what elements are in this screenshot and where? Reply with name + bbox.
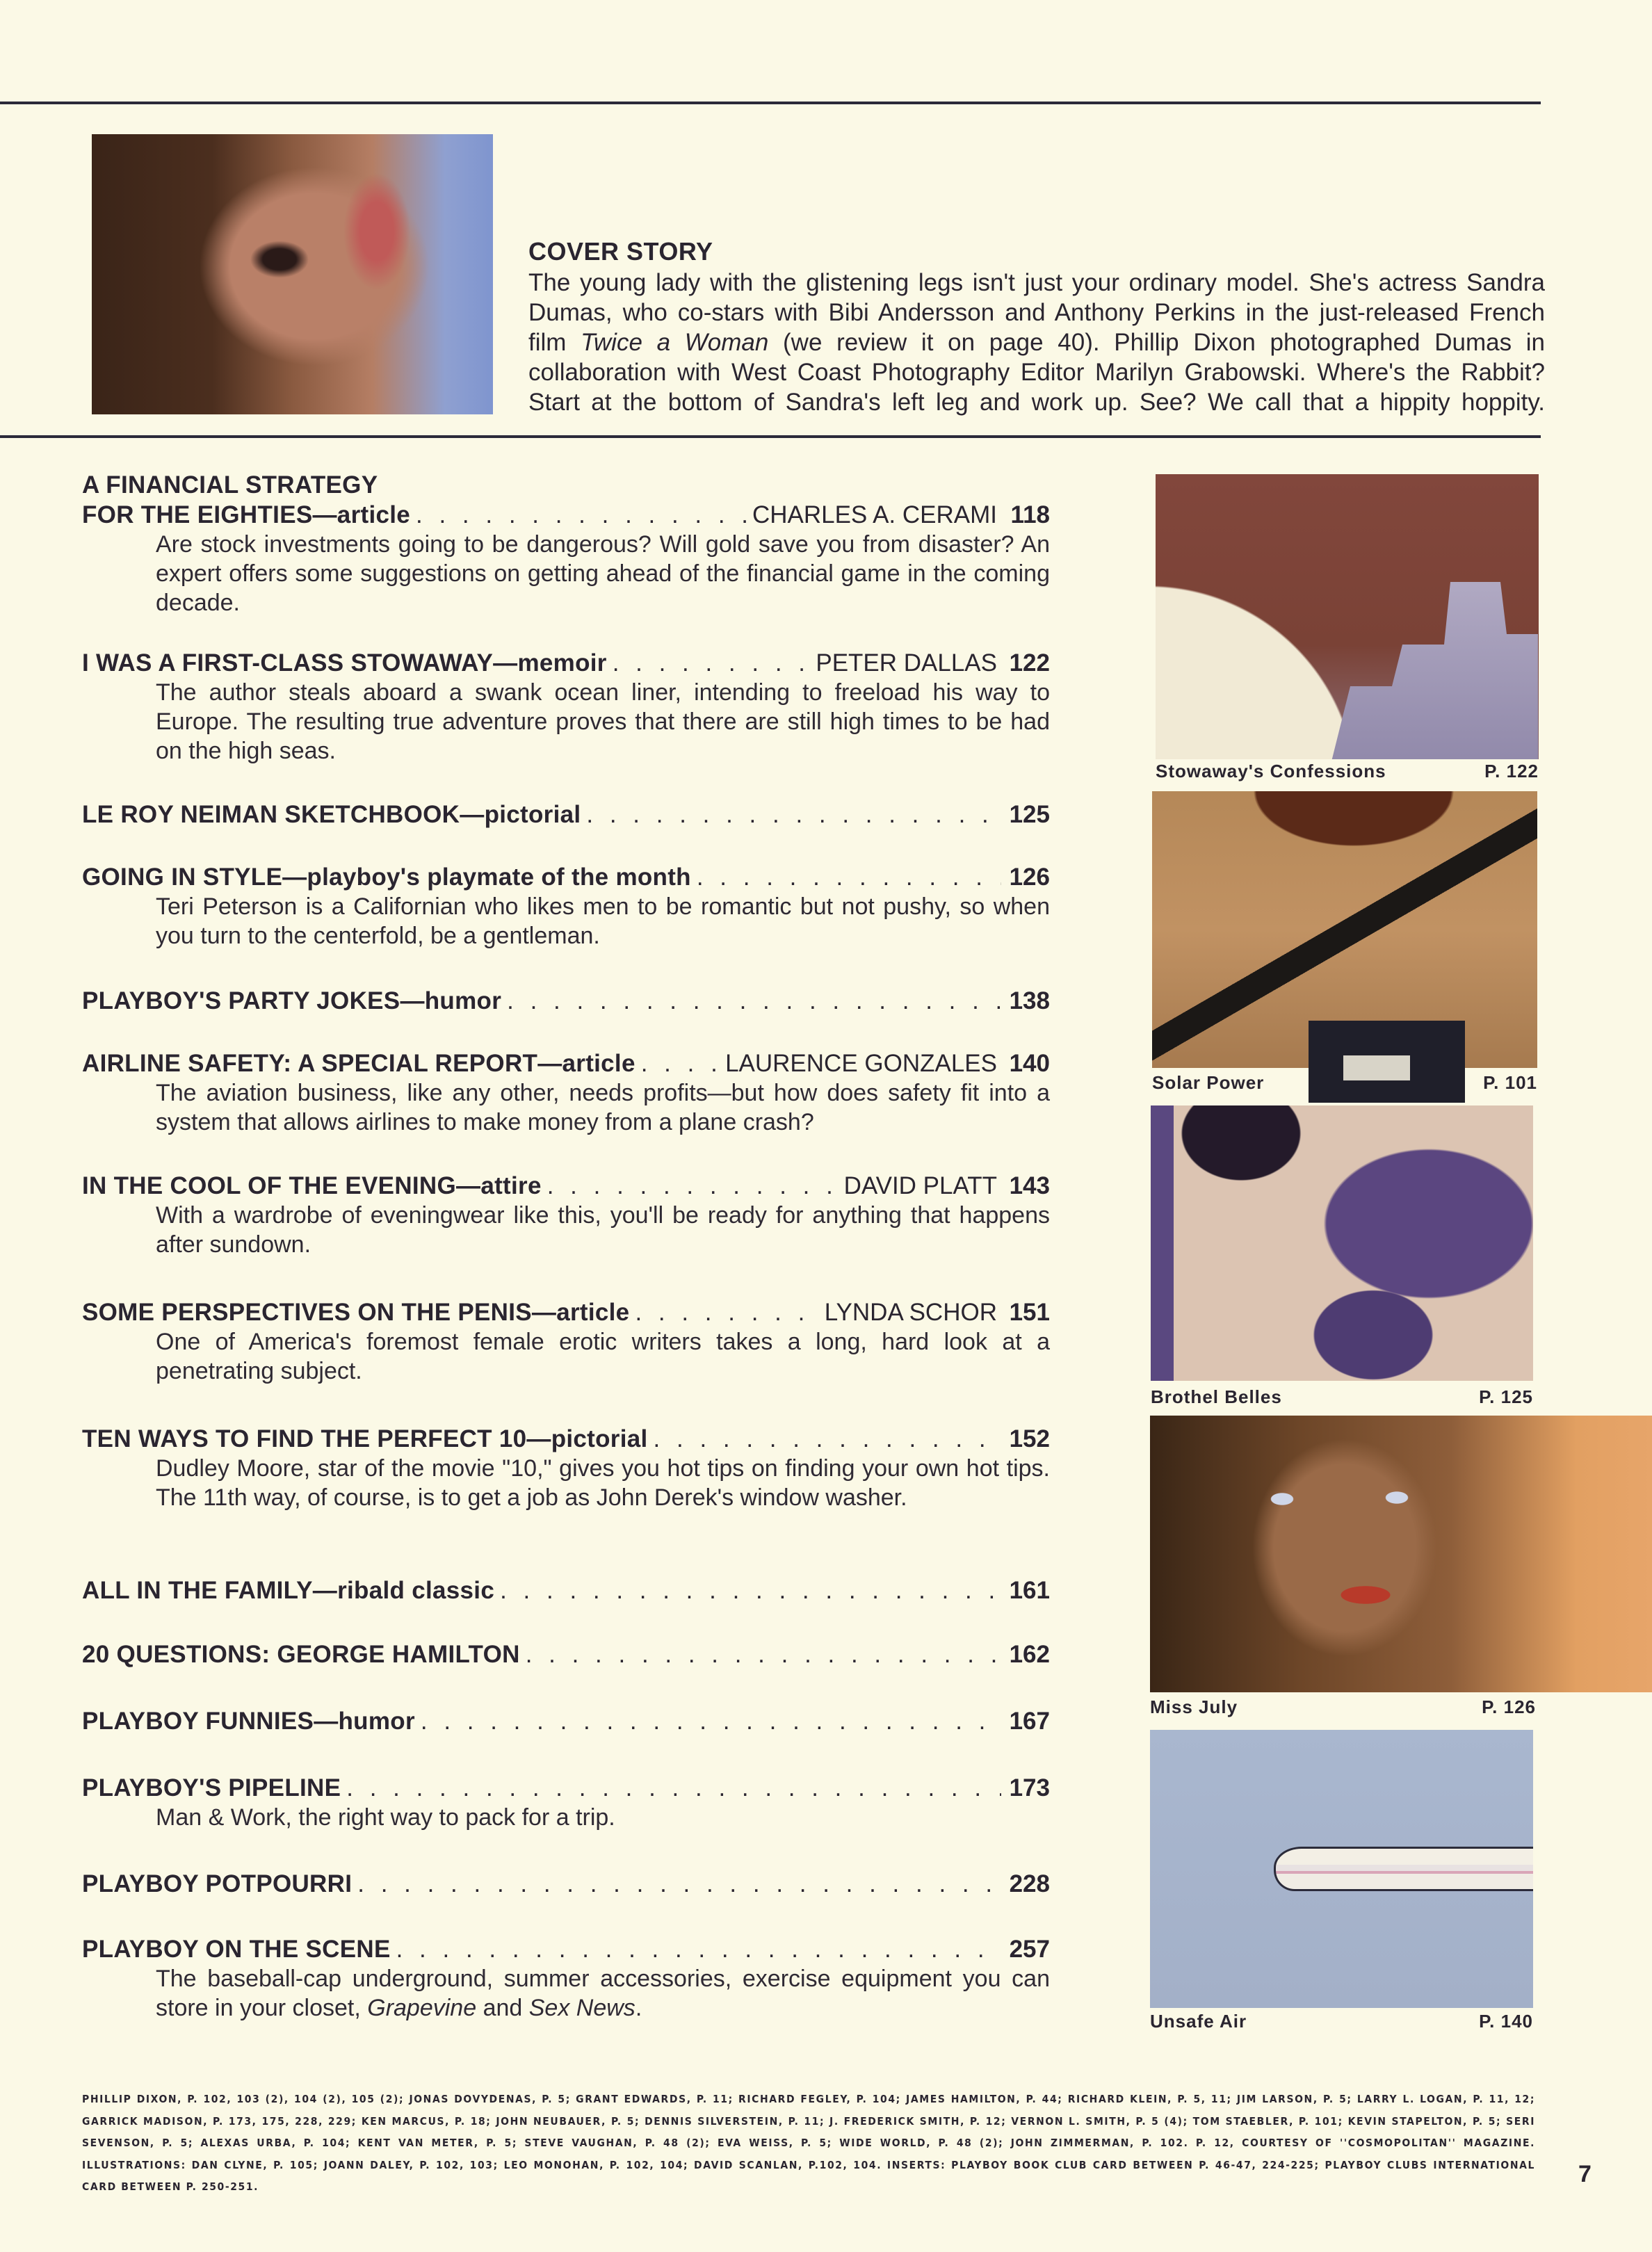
entry-author: PETER DALLAS xyxy=(816,649,997,677)
entry-description: With a wardrobe of eveningwear like this, you'll be ready for anything that happens after sundown. xyxy=(156,1202,1050,1258)
picture-caption: Stowaway's Confessions xyxy=(1156,761,1386,781)
entry-author: CHARLES A. CERAMI xyxy=(752,501,997,528)
entry-title: I WAS A FIRST-CLASS STOWAWAY xyxy=(82,649,494,677)
airplane-icon xyxy=(1274,1847,1533,1891)
entry-page[interactable]: 162 xyxy=(1009,1641,1050,1668)
leader-dots xyxy=(697,862,1001,892)
toc-entry[interactable] xyxy=(82,1575,1050,1605)
entry-description: Are stock investments going to be dangerous? Will gold save you from disaster? An expert offers some suggestions on getting ahead of the financial game in the coming decade. xyxy=(156,531,1050,616)
entry-title: IN THE COOL OF THE EVENING xyxy=(82,1172,457,1199)
entry-title: PLAYBOY FUNNIES xyxy=(82,1708,314,1735)
cover-story-heading: COVER STORY xyxy=(528,237,713,266)
toc-entry[interactable] xyxy=(82,1869,1050,1899)
toc-entry[interactable] xyxy=(82,470,1050,617)
entry-page[interactable]: 152 xyxy=(1009,1425,1050,1452)
entry-title: PLAYBOY ON THE SCENE xyxy=(82,1936,391,1963)
stowaway-illustration xyxy=(1156,474,1539,759)
entry-title: TEN WAYS TO FIND THE PERFECT 10 xyxy=(82,1425,527,1452)
cover-story xyxy=(528,236,1545,417)
entry-description: Man & Work, the right way to pack for a trip. xyxy=(156,1804,615,1831)
top-rule xyxy=(0,102,1541,104)
entry-description: The aviation business, like any other, needs profits—but how does safety fit into a system that allows airlines to make money from a plane crash? xyxy=(156,1080,1050,1135)
picture-page: P. 126 xyxy=(1482,1696,1536,1717)
toc-entry[interactable] xyxy=(82,1171,1050,1259)
entry-kind: —article xyxy=(531,1299,630,1326)
toc-entry[interactable] xyxy=(82,1773,1050,1832)
entry-title-line1: A FINANCIAL STRATEGY xyxy=(82,471,378,499)
entry-kind: —memoir xyxy=(493,649,607,677)
entry-description: The author steals aboard a swank ocean liner, intending to freeload his way to Europe. The resulting true adventure proves that there are still high times to be had on the high seas. xyxy=(156,679,1050,764)
entry-title: PLAYBOY'S PIPELINE xyxy=(82,1774,341,1801)
picture-caption: Brothel Belles xyxy=(1151,1386,1282,1407)
leader-dots xyxy=(526,1639,1001,1669)
picture-caption: Unsafe Air xyxy=(1150,2011,1247,2032)
entry-page[interactable]: 151 xyxy=(1009,1299,1050,1326)
picture-page: P. 101 xyxy=(1483,1072,1537,1093)
toc-entry[interactable] xyxy=(82,1639,1050,1669)
entry-author: LYNDA SCHOR xyxy=(824,1299,997,1326)
entry-kind: —ribald classic xyxy=(312,1577,495,1604)
entry-page[interactable]: 126 xyxy=(1009,864,1050,891)
entry-description: One of America's foremost female erotic writers takes a long, hard look at a penetrating subject. xyxy=(156,1329,1050,1384)
entry-author: LAURENCE GONZALES xyxy=(725,1050,997,1077)
leader-dots xyxy=(586,800,1001,829)
toc-entry[interactable] xyxy=(82,648,1050,765)
toc-entry[interactable] xyxy=(82,1297,1050,1386)
picture-caption: Miss July xyxy=(1150,1696,1238,1717)
leader-dots xyxy=(500,1575,1001,1605)
film-title: Twice a Woman xyxy=(581,329,769,356)
entry-title: AIRLINE SAFETY: A SPECIAL REPORT xyxy=(82,1050,538,1077)
leader-dots xyxy=(357,1869,1001,1899)
toc-entry[interactable] xyxy=(82,1706,1050,1736)
leader-dots xyxy=(613,648,811,678)
photo-credits: PHILLIP DIXON, P. 102, 103 (2), 104 (2), 105 (2); JONAS DOVYDENAS, P. 5; GRANT EDWARDS, P. 11; RICHARD FEGLEY, P. 104; JAMES HAMILTON, P. 44; RICHARD KLEIN, P. 5, 11; JIM LARSON, P. 5; LARRY L. LOGAN, P. 11, 12; GARRICK MADISON, P. 173, 175, 228, 229; KEN MARCUS, P. 18; JOHN NEUBAUER, P. 5; DENNIS SILVERSTEIN, P. 11; J. FREDERICK SMITH, P. 12; VERNON L. SMITH, P. 5 (4); TOM STAEBLER, P. 101; KEVIN STAPELTON, P. 5; SERI SEVENSON, P. 5; ALEXAS URBA, P. 104; KENT VAN METER, P. 5; STEVE VAUGHAN, P. 48 (2); EVA WEISS, P. 5; WIDE WORLD, P. 48 (2); JOHN ZIMMERMAN, P. 102. P. 12, COURTESY OF ''COSMOPOLITAN'' MAGAZINE. ILLUSTRATIONS: DAN CLYNE, P. 105; JOANN DALEY, P. 102, 103; LEO MONOHAN, P. 102, 104; DAVID SCANLAN, P.102, 104. INSERTS: PLAYBOY BOOK CLUB CARD BETWEEN P. 46-47, 224-225; PLAYBOY CLUBS INTERNATIONAL CARD BETWEEN P. 250-251. xyxy=(82,2093,1535,2193)
entry-kind: —pictorial xyxy=(460,801,581,828)
toc-entry[interactable] xyxy=(82,1424,1050,1512)
entry-title: 20 QUESTIONS: GEORGE HAMILTON xyxy=(82,1641,520,1668)
leader-dots xyxy=(641,1048,720,1078)
leader-dots xyxy=(416,500,747,530)
entry-page[interactable]: 143 xyxy=(1009,1172,1050,1199)
entry-title: GOING IN STYLE xyxy=(82,864,283,891)
toc-entry[interactable] xyxy=(82,1934,1050,2023)
entry-title: PLAYBOY'S PARTY JOKES xyxy=(82,987,400,1014)
entry-title: SOME PERSPECTIVES ON THE PENIS xyxy=(82,1299,532,1326)
leader-dots xyxy=(654,1424,1001,1454)
leader-dots xyxy=(346,1773,1001,1803)
picture-page: P. 140 xyxy=(1479,2011,1533,2032)
toc-entry[interactable] xyxy=(82,1048,1050,1137)
entry-page[interactable]: 173 xyxy=(1009,1774,1050,1801)
ship-icon xyxy=(1329,572,1538,759)
entry-kind: —attire xyxy=(456,1172,542,1199)
entry-page[interactable]: 138 xyxy=(1009,987,1050,1014)
cover-section-rule xyxy=(0,435,1541,438)
entry-kind: —humor xyxy=(400,987,502,1014)
unsafe-air-illustration xyxy=(1150,1730,1533,2008)
cover-story-body: The young lady with the glistening legs isn't just your ordinary model. She's actress Sandra Dumas, who co-stars with Bibi Andersson and Anthony Perkins in the just-released French film Twice a Woman (we review it on page 40). Phillip Dixon photographed Dumas in collaboration with West Coast Photography Editor Marilyn Grabowski. Where's the Rabbit? Start at the bottom of Sandra's left leg and work up. See? We call that a hippity hoppity. xyxy=(528,269,1545,416)
entry-page[interactable]: 257 xyxy=(1009,1936,1050,1963)
picture-page: P. 125 xyxy=(1479,1386,1533,1407)
entry-page[interactable]: 140 xyxy=(1009,1050,1050,1077)
entry-page[interactable]: 122 xyxy=(1009,649,1050,677)
entry-author: DAVID PLATT xyxy=(843,1172,997,1199)
entry-title: LE ROY NEIMAN SKETCHBOOK xyxy=(82,801,460,828)
solar-power-photo xyxy=(1152,791,1537,1068)
entry-page[interactable]: 161 xyxy=(1009,1577,1050,1604)
picture-page: P. 122 xyxy=(1484,761,1539,781)
picture-caption: Solar Power xyxy=(1152,1072,1265,1093)
toc-entry[interactable] xyxy=(82,986,1050,1016)
entry-kind: —pictorial xyxy=(526,1425,648,1452)
cover-photo xyxy=(92,134,493,414)
entry-description: Teri Peterson is a Californian who likes men to be romantic but not pushy, so when you turn to the centerfold, be a gentleman. xyxy=(156,893,1050,949)
brothel-belles-illustration xyxy=(1151,1105,1533,1381)
toc-entry[interactable] xyxy=(82,800,1050,829)
page-number: 7 xyxy=(1578,2161,1592,2187)
entry-description: The baseball-cap underground, summer accessories, exercise equipment you can store in your closet, Grapevine and Sex News. xyxy=(156,1966,1050,2021)
leader-dots xyxy=(396,1934,1001,1964)
entry-kind: —article xyxy=(537,1050,635,1077)
entry-description: Dudley Moore, star of the movie "10," gives you hot tips on finding your own hot tips. The 11th way, of course, is to get a job as John Derek's window washer. xyxy=(156,1455,1050,1511)
leader-dots xyxy=(547,1171,839,1201)
leader-dots xyxy=(635,1297,818,1327)
entry-page[interactable]: 118 xyxy=(1010,501,1050,528)
entry-page[interactable]: 125 xyxy=(1009,801,1050,828)
entry-kind: —article xyxy=(312,501,411,528)
leader-dots xyxy=(507,986,1001,1016)
leader-dots xyxy=(421,1706,1001,1736)
entry-kind: —playboy's playmate of the month xyxy=(282,864,691,891)
entry-title: PLAYBOY POTPOURRI xyxy=(82,1870,353,1897)
toc-entry[interactable] xyxy=(82,862,1050,950)
entry-title: ALL IN THE FAMILY xyxy=(82,1577,313,1604)
entry-kind: —humor xyxy=(314,1708,415,1735)
entry-page[interactable]: 167 xyxy=(1009,1708,1050,1735)
entry-page[interactable]: 228 xyxy=(1009,1870,1050,1897)
miss-july-photo xyxy=(1150,1416,1652,1692)
entry-title: FOR THE EIGHTIES xyxy=(82,501,313,528)
